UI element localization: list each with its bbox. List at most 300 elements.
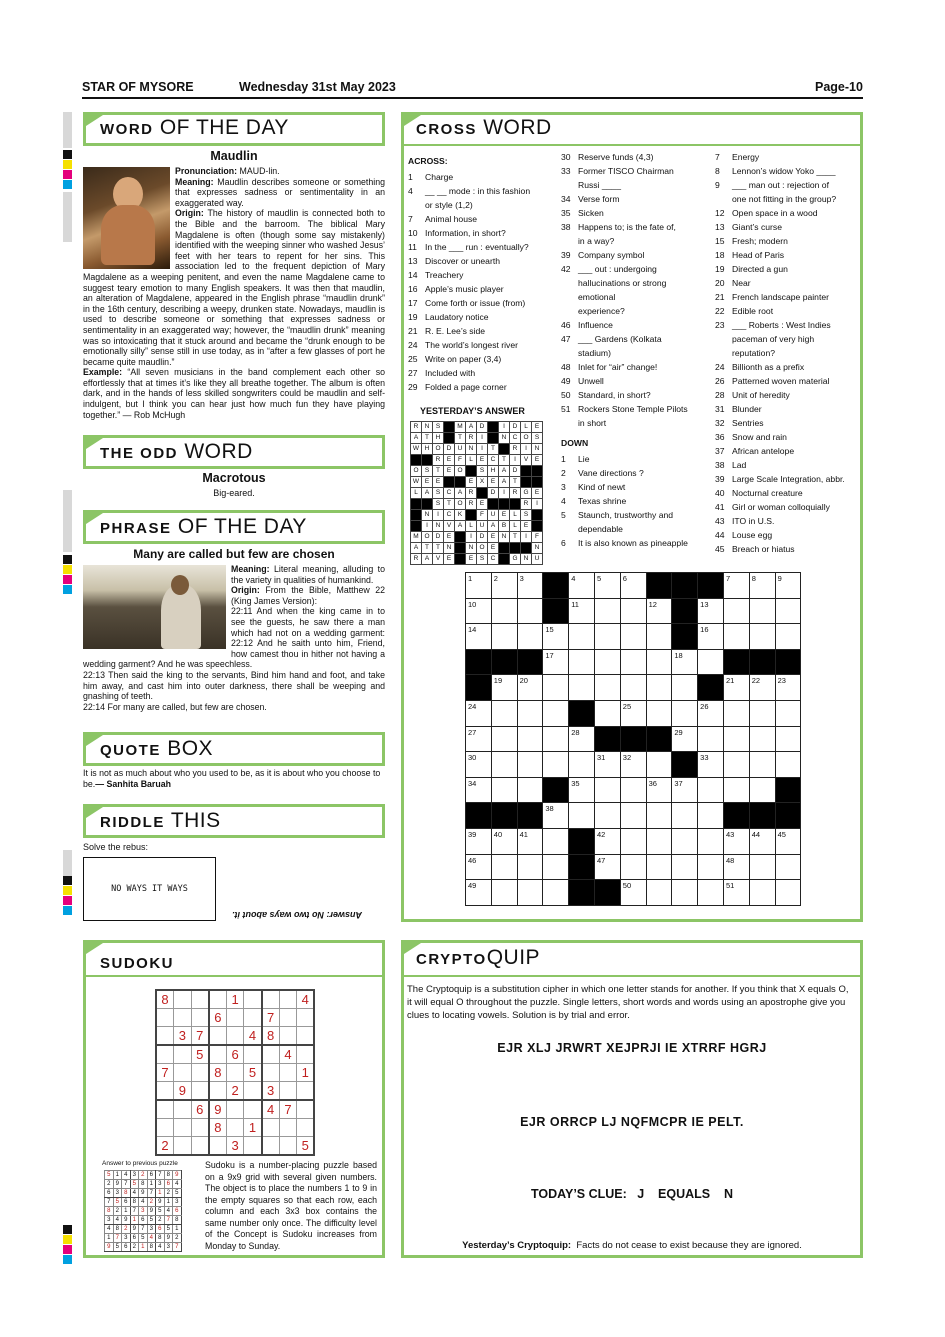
crossword-cell[interactable] (775, 752, 801, 778)
crossword-cell[interactable] (491, 777, 517, 803)
answer-cell: A (422, 488, 433, 499)
crossword-cell[interactable] (620, 828, 646, 854)
crossword-grid[interactable] (465, 572, 801, 906)
answer-cell: R (510, 488, 521, 499)
sudoku-cell[interactable] (279, 1082, 297, 1101)
answer-cell: A (499, 466, 510, 477)
crossword-cell[interactable]: 49 (466, 880, 492, 906)
yesterday-answer-grid (410, 421, 543, 565)
answer-cell: N (422, 422, 433, 433)
crossword-cell[interactable] (672, 854, 698, 880)
sudoku-cell[interactable] (279, 1064, 297, 1082)
sudoku-cell[interactable] (226, 1064, 244, 1082)
answer-cell (499, 543, 510, 554)
prev-sudoku-cell: 7 (122, 1180, 131, 1189)
crossword-cell[interactable] (698, 880, 724, 906)
crossword-cell[interactable]: 20 (517, 675, 543, 701)
sudoku-cell: 8 (209, 1119, 227, 1137)
sudoku-cell[interactable] (279, 1137, 297, 1156)
answer-cell: G (521, 488, 532, 499)
prev-sudoku-cell: 1 (113, 1171, 122, 1180)
clue-item: 43 ITO in U.S. (715, 516, 775, 526)
answer-cell: C (488, 554, 499, 565)
sudoku-cell: 1 (297, 1064, 315, 1082)
crossword-cell[interactable]: 23 (775, 675, 801, 701)
sudoku-cell[interactable] (156, 1100, 174, 1119)
sudoku-cell[interactable] (209, 1027, 227, 1046)
answer-cell: L (521, 422, 532, 433)
crossword-cell[interactable] (594, 598, 620, 624)
crossword-cell[interactable] (594, 803, 620, 829)
crossword-cell[interactable] (491, 700, 517, 726)
crossword-cell[interactable]: 47 (594, 854, 620, 880)
crossword-cell[interactable] (517, 726, 543, 752)
sudoku-cell[interactable] (174, 1119, 192, 1137)
prev-sudoku-cell: 6 (156, 1225, 165, 1234)
crossword-cell[interactable] (491, 598, 517, 624)
crossword-cell[interactable] (543, 880, 569, 906)
crossword-cell (594, 726, 620, 752)
prev-sudoku-cell: 1 (164, 1198, 173, 1207)
crossword-cell[interactable]: 5 (594, 573, 620, 599)
sudoku-cell[interactable] (156, 1119, 174, 1137)
clue-item: 39 Company symbol (561, 250, 645, 260)
answer-cell (510, 499, 521, 510)
crossword-cell[interactable]: 17 (543, 649, 569, 675)
crossword-cell[interactable] (569, 752, 595, 778)
sudoku-cell[interactable] (262, 1064, 280, 1082)
crossword-cell[interactable]: 27 (466, 726, 492, 752)
answer-cell: X (477, 477, 488, 488)
crossword-cell (517, 803, 543, 829)
clue-item: 28 Unit of heredity (715, 390, 790, 400)
crossword-cell[interactable] (749, 752, 775, 778)
clue-item: stadium) (578, 348, 611, 358)
clue-item: dependable (578, 524, 623, 534)
answer-cell: S (433, 422, 444, 433)
sudoku-cell[interactable] (226, 1027, 244, 1046)
crossword-cell[interactable]: 35 (569, 777, 595, 803)
crossword-cell[interactable] (749, 726, 775, 752)
sudoku-cell[interactable] (174, 1045, 192, 1064)
answer-cell: D (510, 466, 521, 477)
prev-sudoku-cell: 2 (139, 1171, 148, 1180)
prev-sudoku-cell: 7 (105, 1198, 114, 1207)
crossword-cell (569, 880, 595, 906)
crossword-cell[interactable]: 34 (466, 777, 492, 803)
sudoku-cell[interactable] (244, 1009, 262, 1027)
crossword-cell[interactable]: 25 (620, 700, 646, 726)
crossword-cell (672, 573, 698, 599)
crossword-cell[interactable]: 24 (466, 700, 492, 726)
clue-item: 25 Write on paper (3,4) (408, 354, 502, 364)
sudoku-cell[interactable] (279, 1119, 297, 1137)
sudoku-cell[interactable] (262, 1119, 280, 1137)
crossword-cell[interactable]: 4 (569, 573, 595, 599)
crossword-cell[interactable]: 44 (749, 828, 775, 854)
crossword-cell[interactable] (749, 700, 775, 726)
crossword-cell[interactable]: 10 (466, 598, 492, 624)
crossword-cell[interactable] (672, 700, 698, 726)
crossword-cell[interactable] (620, 675, 646, 701)
crossword-cell[interactable]: 43 (723, 828, 749, 854)
crossword-cell[interactable]: 11 (569, 598, 595, 624)
crossword-cell[interactable] (749, 854, 775, 880)
answer-cell: H (488, 466, 499, 477)
sudoku-cell[interactable] (244, 1100, 262, 1119)
clue-item: emotional (578, 292, 616, 302)
crossword-cell[interactable] (620, 803, 646, 829)
crossword-cell[interactable] (491, 880, 517, 906)
crossword-cell[interactable]: 46 (466, 854, 492, 880)
sudoku-cell: 3 (174, 1027, 192, 1046)
crossword-cell[interactable] (775, 880, 801, 906)
answer-cell (455, 477, 466, 488)
prev-sudoku-cell: 3 (122, 1234, 131, 1243)
crossword-cell[interactable] (491, 854, 517, 880)
answer-cell: E (488, 477, 499, 488)
crossword-cell[interactable]: 36 (646, 777, 672, 803)
crossword-cell (672, 598, 698, 624)
crossword-cell[interactable] (543, 828, 569, 854)
quote-text: It is not as much about who you used to be, as it is about who you choose to be.— Sanhita Baruah (83, 768, 381, 789)
crossword-cell[interactable]: 21 (723, 675, 749, 701)
crossword-cell[interactable]: 33 (698, 752, 724, 778)
crossword-cell[interactable]: 41 (517, 828, 543, 854)
crossword-cell[interactable]: 13 (698, 598, 724, 624)
answer-cell: N (433, 521, 444, 532)
crossword-cell[interactable] (723, 752, 749, 778)
crossword-cell[interactable] (517, 598, 543, 624)
crossword-cell[interactable] (723, 700, 749, 726)
sudoku-cell[interactable] (174, 990, 192, 1009)
sudoku-cell[interactable] (209, 1137, 227, 1156)
prev-sudoku-cell: 2 (113, 1207, 122, 1216)
sudoku-cell[interactable] (209, 1045, 227, 1064)
crossword-cell[interactable]: 9 (775, 573, 801, 599)
prev-sudoku-cell: 4 (105, 1225, 114, 1234)
crossword-cell[interactable] (517, 700, 543, 726)
prev-sudoku-cell: 7 (139, 1225, 148, 1234)
crossword-cell[interactable]: 40 (491, 828, 517, 854)
prev-sudoku-cell: 9 (147, 1207, 156, 1216)
sudoku-cell[interactable] (297, 1027, 315, 1046)
answer-cell (444, 422, 455, 433)
crossword-cell[interactable] (517, 854, 543, 880)
clue-item: 39 Large Scale Integration, abbr. (715, 474, 845, 484)
crossword-cell[interactable] (646, 752, 672, 778)
sudoku-cell[interactable] (279, 1027, 297, 1046)
answer-cell: D (488, 488, 499, 499)
sudoku-cell[interactable] (174, 1064, 192, 1082)
sudoku-cell[interactable] (174, 1137, 192, 1156)
answer-cell: N (532, 543, 543, 554)
prev-sudoku-cell: 1 (156, 1189, 165, 1198)
sudoku-cell[interactable] (156, 1009, 174, 1027)
crossword-cell[interactable] (594, 675, 620, 701)
answer-cell (466, 466, 477, 477)
sudoku-cell[interactable] (244, 1045, 262, 1064)
crossword-cell[interactable]: 22 (749, 675, 775, 701)
answer-cell: G (510, 554, 521, 565)
crossword-cell[interactable] (775, 700, 801, 726)
sudoku-cell[interactable] (191, 1064, 209, 1082)
sudoku-cell[interactable] (191, 1137, 209, 1156)
prev-sudoku-cell: 7 (164, 1216, 173, 1225)
cipher-line-1: EJR XLJ JRWRT XEJPRJI IE XTRRF HGRJ (497, 1041, 767, 1055)
crossword-cell[interactable] (646, 624, 672, 650)
answer-cell: S (521, 510, 532, 521)
crossword-cell[interactable] (723, 726, 749, 752)
crossword-cell[interactable] (517, 752, 543, 778)
sudoku-cell[interactable] (297, 1100, 315, 1119)
answer-cell (488, 433, 499, 444)
crossword-cell[interactable] (672, 803, 698, 829)
crossword-cell[interactable] (646, 854, 672, 880)
sudoku-cell[interactable] (279, 1009, 297, 1027)
sudoku-cell[interactable] (191, 990, 209, 1009)
answer-cell (466, 510, 477, 521)
crossword-cell[interactable]: 32 (620, 752, 646, 778)
crossword-cell[interactable] (569, 803, 595, 829)
crossword-cell[interactable] (646, 803, 672, 829)
crossword-cell[interactable] (620, 649, 646, 675)
answer-cell: R (466, 488, 477, 499)
sudoku-cell[interactable] (244, 1082, 262, 1101)
answer-cell (411, 521, 422, 532)
answer-cell: O (422, 532, 433, 543)
sudoku-cell[interactable] (297, 1119, 315, 1137)
sudoku-grid[interactable] (155, 989, 315, 1156)
crossword-cell[interactable] (517, 880, 543, 906)
sudoku-cell[interactable] (226, 1119, 244, 1137)
crossword-cell (594, 880, 620, 906)
prev-sudoku-cell: 8 (164, 1171, 173, 1180)
answer-cell: I (521, 532, 532, 543)
crossword-cell[interactable] (775, 726, 801, 752)
answer-cell: T (422, 433, 433, 444)
sudoku-cell[interactable] (262, 990, 280, 1009)
crossword-cell[interactable]: 2 (491, 573, 517, 599)
answer-cell: S (422, 466, 433, 477)
answer-cell: T (422, 543, 433, 554)
crossword-cell[interactable]: 30 (466, 752, 492, 778)
answer-cell: U (532, 554, 543, 565)
clue-item: 5 Staunch, trustworthy and (561, 510, 674, 520)
answer-cell: E (521, 521, 532, 532)
crossword-cell[interactable] (491, 726, 517, 752)
sudoku-cell[interactable] (262, 1045, 280, 1064)
sudoku-cell[interactable] (244, 1137, 262, 1156)
crossword-cell[interactable] (698, 777, 724, 803)
sudoku-cell[interactable] (297, 1045, 315, 1064)
crossword-cell[interactable] (620, 854, 646, 880)
clue-item: 23 ___ Roberts : West Indies (715, 320, 831, 330)
crossword-cell (723, 649, 749, 675)
crossword-cell[interactable] (775, 598, 801, 624)
crossword-cell[interactable]: 45 (775, 828, 801, 854)
crossword-cell[interactable] (646, 649, 672, 675)
answer-cell: O (477, 543, 488, 554)
crossword-cell[interactable] (749, 598, 775, 624)
answer-cell: O (521, 433, 532, 444)
answer-cell: H (422, 444, 433, 455)
sudoku-cell[interactable] (297, 1009, 315, 1027)
sudoku-cell[interactable] (191, 1009, 209, 1027)
phrase-title: PHRASE OF THE DAY (100, 515, 307, 538)
crossword-cell[interactable]: 8 (749, 573, 775, 599)
sudoku-cell[interactable] (226, 1009, 244, 1027)
crossword-cell[interactable]: 7 (723, 573, 749, 599)
cipher-line-2: EJR ORRCP LJ NQFMCPR IE PELT. (520, 1115, 744, 1129)
crossword-cell[interactable] (517, 777, 543, 803)
answer-cell: A (411, 433, 422, 444)
sudoku-cell[interactable] (209, 1082, 227, 1101)
crossword-cell[interactable]: 31 (594, 752, 620, 778)
sudoku-cell[interactable] (174, 1009, 192, 1027)
sudoku-cell[interactable] (279, 990, 297, 1009)
crossword-cell[interactable] (569, 649, 595, 675)
crossword-cell[interactable] (646, 675, 672, 701)
crossword-cell[interactable]: 51 (723, 880, 749, 906)
sudoku-cell[interactable] (262, 1137, 280, 1156)
crossword-cell (749, 649, 775, 675)
margin-bar (63, 112, 72, 148)
crossword-cell[interactable]: 28 (569, 726, 595, 752)
crossword-cell[interactable]: 1 (466, 573, 492, 599)
crossword-cell (569, 828, 595, 854)
answer-cell: E (532, 455, 543, 466)
crossword-cell[interactable]: 14 (466, 624, 492, 650)
answer-cell: L (411, 488, 422, 499)
crossword-cell[interactable] (749, 777, 775, 803)
prev-sudoku-cell: 3 (164, 1243, 173, 1252)
crossword-cell[interactable] (569, 624, 595, 650)
odd-word: Macrotous (202, 471, 266, 485)
crossword-cell[interactable] (672, 880, 698, 906)
answer-cell: E (466, 554, 477, 565)
crossword-cell[interactable] (620, 598, 646, 624)
crossword-cell[interactable] (543, 675, 569, 701)
sudoku-cell[interactable] (156, 1027, 174, 1046)
crossword-cell[interactable] (543, 854, 569, 880)
sudoku-cell[interactable] (244, 990, 262, 1009)
clue-item: 24 The world’s longest river (408, 340, 518, 350)
crossword-cell[interactable] (672, 675, 698, 701)
crossword-cell[interactable]: 42 (594, 828, 620, 854)
crossword-cell[interactable] (698, 828, 724, 854)
sudoku-cell[interactable] (156, 1045, 174, 1064)
crossword-cell[interactable]: 6 (620, 573, 646, 599)
issue-date: Wednesday 31st May 2023 (239, 80, 396, 94)
crossword-cell[interactable] (698, 854, 724, 880)
crossword-cell[interactable] (491, 624, 517, 650)
crossword-cell[interactable] (594, 700, 620, 726)
answer-cell: N (521, 554, 532, 565)
crossword-cell[interactable]: 12 (646, 598, 672, 624)
sudoku-cell[interactable] (191, 1119, 209, 1137)
crossword-cell[interactable]: 19 (491, 675, 517, 701)
crossword-cell[interactable] (543, 752, 569, 778)
answer-cell: C (488, 455, 499, 466)
crossword-cell[interactable]: 37 (672, 777, 698, 803)
crossword-cell[interactable] (543, 726, 569, 752)
crossword-cell[interactable]: 29 (672, 726, 698, 752)
answer-cell (499, 499, 510, 510)
clue-item: 15 Fresh; modern (715, 236, 788, 246)
answer-cell: E (532, 488, 543, 499)
sudoku-cell[interactable] (174, 1100, 192, 1119)
crossword-cell[interactable] (517, 624, 543, 650)
sudoku-cell[interactable] (209, 990, 227, 1009)
clue-item: 19 Directed a gun (715, 264, 788, 274)
crossword-cell (569, 700, 595, 726)
crossword-cell[interactable] (594, 649, 620, 675)
crossword-cell[interactable] (620, 624, 646, 650)
crossword-cell[interactable] (594, 624, 620, 650)
crossword-cell[interactable] (749, 880, 775, 906)
answer-cell: S (477, 466, 488, 477)
crossword-cell[interactable] (646, 828, 672, 854)
answer-cell: E (499, 510, 510, 521)
clue-item: 1 Lie (561, 454, 590, 464)
crossword-cell[interactable]: 18 (672, 649, 698, 675)
sudoku-cell[interactable] (191, 1082, 209, 1101)
crossword-cell[interactable] (723, 598, 749, 624)
clue-item: 13 Giant’s curse (715, 222, 782, 232)
prev-sudoku-cell: 2 (130, 1243, 139, 1252)
answer-cell: K (455, 510, 466, 521)
crossword-cell[interactable] (698, 649, 724, 675)
crossword-cell[interactable] (672, 828, 698, 854)
crossword-cell[interactable] (775, 854, 801, 880)
crossword-cell[interactable] (749, 624, 775, 650)
sudoku-cell: 2 (226, 1082, 244, 1101)
prev-sudoku-cell: 9 (122, 1216, 131, 1225)
crossword-cell[interactable] (620, 777, 646, 803)
answer-cell (488, 422, 499, 433)
sudoku-cell[interactable] (156, 1082, 174, 1101)
crossword-cell[interactable] (723, 777, 749, 803)
sudoku-cell[interactable] (297, 1082, 315, 1101)
crossword-cell[interactable]: 50 (620, 880, 646, 906)
crossword-cell[interactable]: 16 (698, 624, 724, 650)
crossword-cell[interactable]: 39 (466, 828, 492, 854)
answer-cell (532, 521, 543, 532)
crossword-cell[interactable] (543, 700, 569, 726)
crossword-cell[interactable] (646, 880, 672, 906)
crossword-cell[interactable]: 15 (543, 624, 569, 650)
answer-cell: I (532, 499, 543, 510)
crossword-cell[interactable]: 38 (543, 803, 569, 829)
crossword-cell[interactable]: 26 (698, 700, 724, 726)
crossword-cell[interactable]: 3 (517, 573, 543, 599)
crossword-cell[interactable] (723, 624, 749, 650)
crossword-cell (620, 726, 646, 752)
crossword-cell[interactable] (646, 700, 672, 726)
crossword-cell[interactable] (594, 777, 620, 803)
sudoku-cell: 5 (244, 1064, 262, 1082)
crossword-cell[interactable] (698, 803, 724, 829)
crossword-cell[interactable] (775, 624, 801, 650)
answer-cell: L (510, 521, 521, 532)
sudoku-cell[interactable] (226, 1100, 244, 1119)
crossword-cell[interactable] (698, 726, 724, 752)
crossword-cell[interactable] (569, 675, 595, 701)
answer-cell (521, 466, 532, 477)
crossword-cell[interactable] (491, 752, 517, 778)
crossword-cell[interactable]: 48 (723, 854, 749, 880)
